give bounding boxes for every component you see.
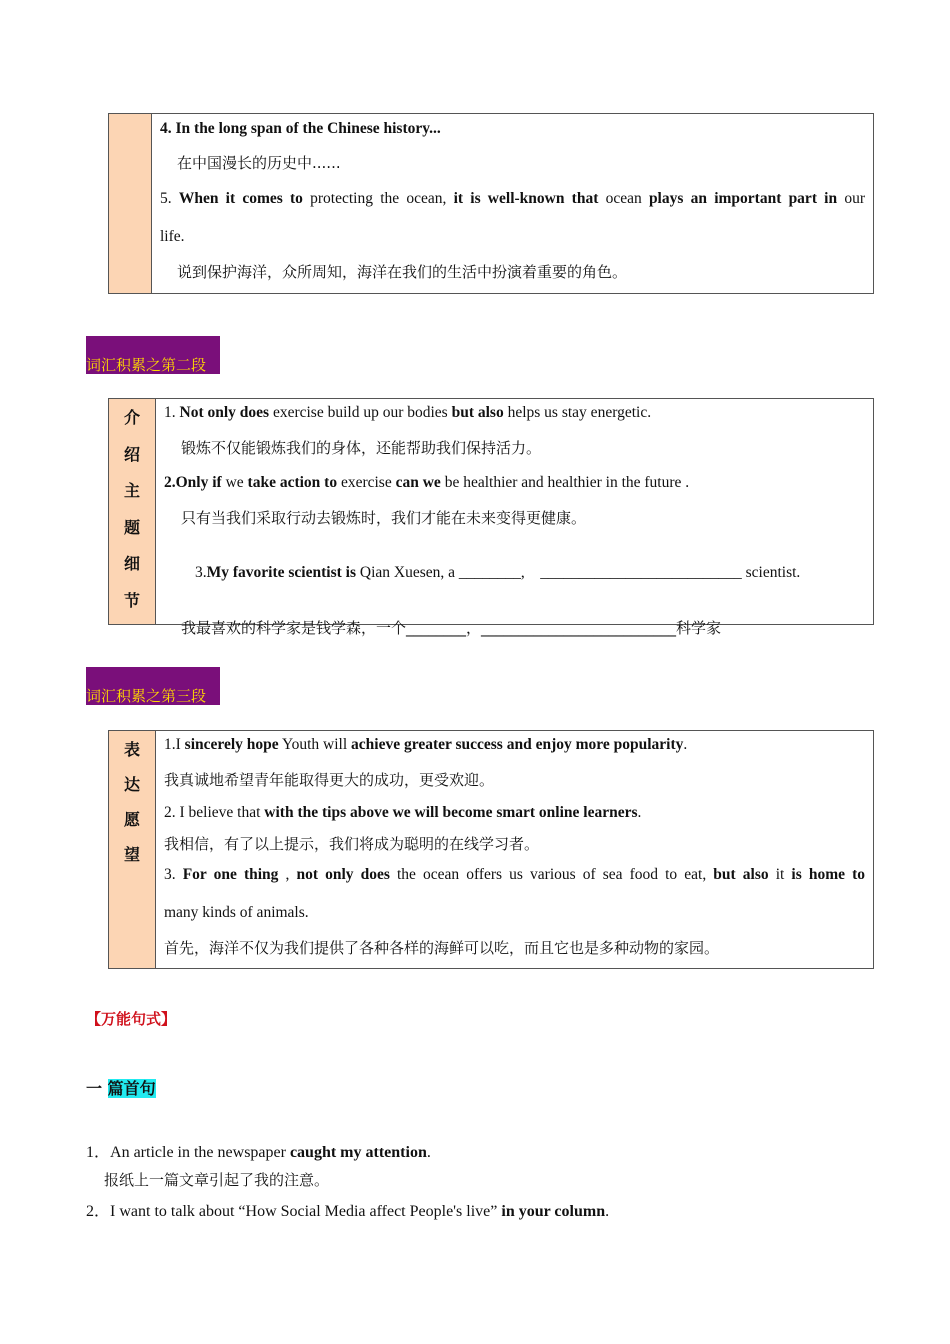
- table-side-label: [109, 399, 156, 624]
- sentence-3-continued: many kinds of animals.: [164, 904, 309, 921]
- sentence-1: 1.I sincerely hope Youth will achieve greater success and enjoy more popularity.: [164, 736, 688, 753]
- table-paragraph3: [108, 730, 874, 969]
- sentence-3: 3.My favorite scientist is Qian Xuesen, a ________, __________________________ scientist.: [195, 564, 801, 581]
- subsection-heading: [86, 1076, 156, 1099]
- side-char: 达: [123, 775, 140, 794]
- side-char: 主: [123, 481, 140, 500]
- subsection-label: 篇首句: [107, 1079, 156, 1098]
- section-title: 【万能句式】: [86, 1010, 177, 1028]
- list-item: 2．I want to talk about “How Social Media affect People's live” in your column.: [86, 1203, 610, 1220]
- sentence-5: 5. When it comes to protecting the ocean, it is well-known that ocean plays an important part in our: [160, 190, 865, 207]
- side-char: 绍: [123, 444, 140, 464]
- table-side-label: [109, 731, 156, 968]
- subsection-number: 一: [86, 1079, 108, 1098]
- sentence-5-continued: life.: [160, 228, 185, 245]
- sentence-2: 2.Only if we take action to exercise can we be healthier and healthier in the future .: [164, 474, 690, 491]
- sentence-2: 2. I believe that with the tips above we will become smart online learners.: [164, 804, 642, 821]
- side-char: 题: [123, 517, 140, 537]
- sentence-4-translation: 在中国漫长的历史中......: [177, 154, 341, 172]
- side-char: 望: [123, 845, 140, 864]
- sentence-3-translation: 首先，海洋不仅为我们提供了各种各样的海鲜可以吃，而且它也是多种动物的家园。: [164, 939, 720, 957]
- side-char: 表: [123, 740, 140, 759]
- sentence-4: 4. In the long span of the Chinese history...: [160, 120, 441, 137]
- sentence-1: 1. Not only does exercise build up our bodies but also helps us stay energetic.: [164, 404, 652, 421]
- table-paragraph1-continued: [108, 113, 874, 294]
- side-char: 介: [123, 408, 140, 427]
- sentence-3-translation: 我最喜欢的科学家是钱学森，一个________，__________________________科学家: [181, 619, 722, 637]
- table-paragraph2: [108, 398, 874, 637]
- table-content: [156, 731, 873, 968]
- side-char: 节: [123, 590, 140, 610]
- table-content: [152, 114, 873, 293]
- table-side-label: [109, 114, 152, 293]
- section-heading-paragraph3: 词汇积累之第三段: [86, 667, 220, 705]
- side-char: 细: [123, 554, 140, 573]
- sentence-1-translation: 锻炼不仅能锻炼我们的身体，还能帮助我们保持活力。: [181, 439, 542, 457]
- section-heading-paragraph2: 词汇积累之第二段: [86, 336, 220, 374]
- sentence-3: 3. For one thing , not only does the ocean offers us various of sea food to eat, but also it is home to: [164, 866, 866, 883]
- list-item-translation: 报纸上一篇文章引起了我的注意。: [104, 1171, 330, 1189]
- side-char: 愿: [123, 810, 140, 829]
- sentence-2-translation: 我相信，有了以上提示，我们将成为聪明的在线学习者。: [164, 835, 540, 853]
- sentence-5-translation: 说到保护海洋，众所周知，海洋在我们的生活中扮演着重要的角色。: [177, 263, 628, 281]
- sentence-1-translation: 我真诚地希望青年能取得更大的成功，更受欢迎。: [164, 771, 495, 789]
- table-content: [156, 399, 873, 637]
- sentence-2-translation: 只有当我们采取行动去锻炼时，我们才能在未来变得更健康。: [181, 509, 587, 527]
- list-item: 1．An article in the newspaper caught my attention.: [86, 1144, 431, 1161]
